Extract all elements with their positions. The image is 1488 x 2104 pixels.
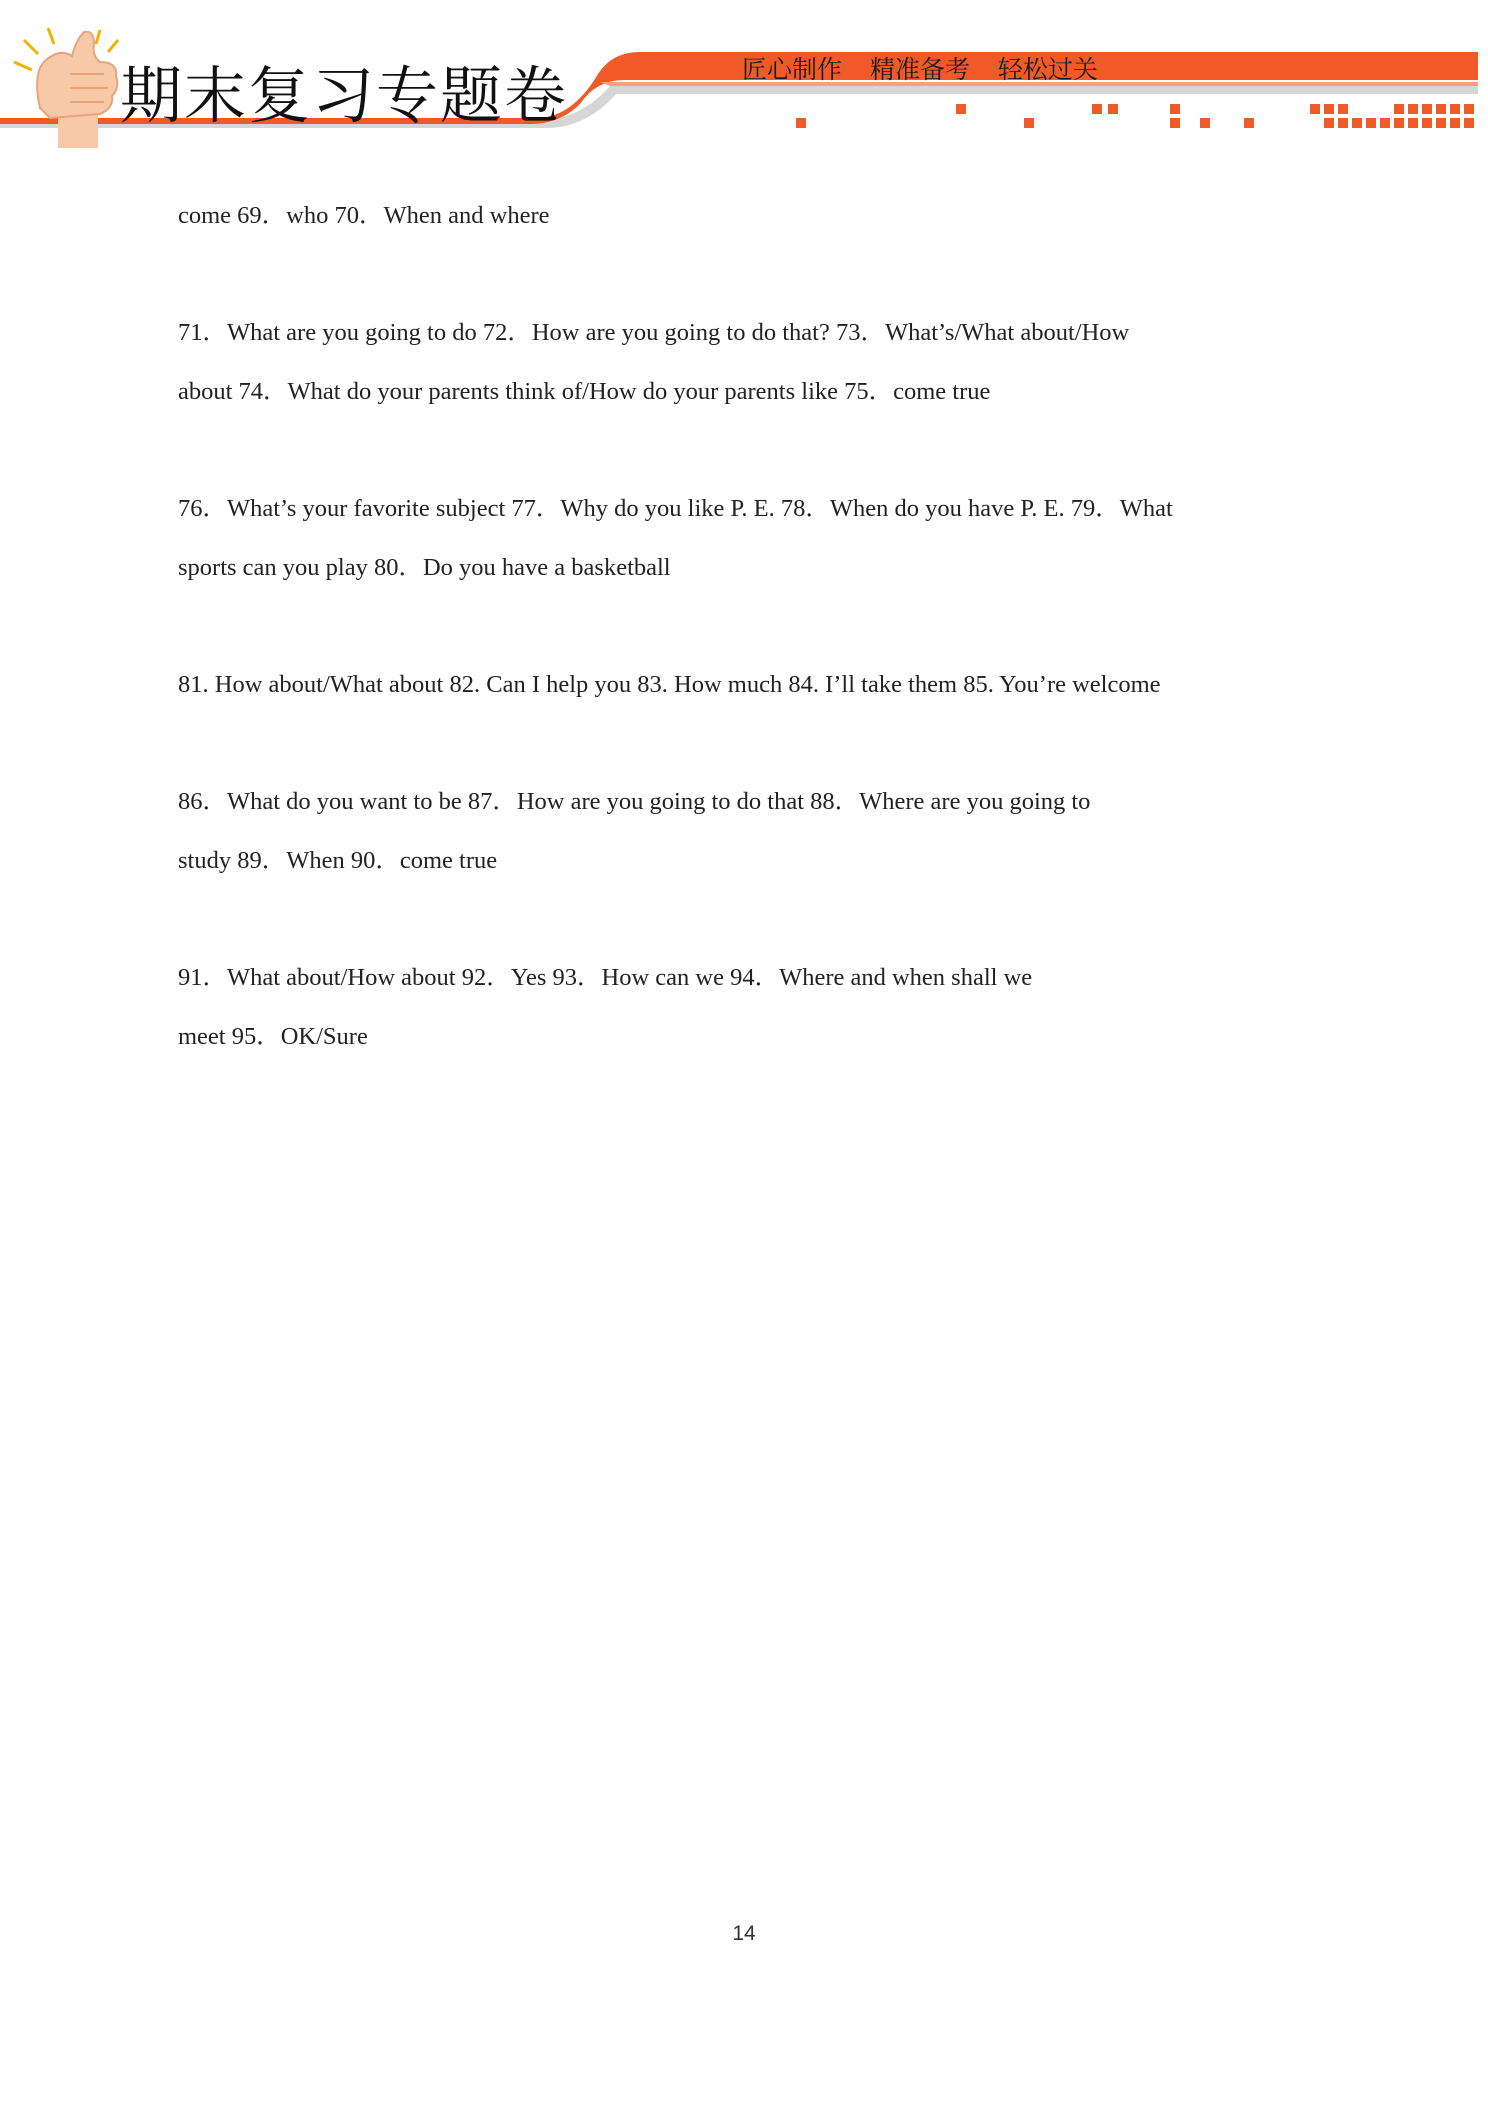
answer-paragraph: [178, 303, 1328, 421]
answer-paragraph: [178, 948, 1328, 1066]
answer-paragraph: [178, 186, 1328, 245]
answer-line: 81. How about/What about 82. Can I help you 83. How much 84. I’ll take them 85. You’re welcome: [178, 671, 1161, 698]
answer-line: sports can you play 80．Do you have a basketball: [178, 554, 671, 581]
answer-line: study 89．When 90．come true: [178, 847, 498, 874]
answer-paragraph: [178, 655, 1328, 714]
header-slogan: 匠心制作 精准备考 轻松过关: [742, 55, 1098, 84]
answer-line: 86．What do you want to be 87．How are you going to do that 88．Where are you going to: [178, 788, 1091, 815]
answer-line: 91．What about/How about 92．Yes 93．How can we 94．Where and when shall we: [178, 964, 1033, 991]
answer-key-content: [178, 186, 1328, 1124]
thumbs-up-hand-icon: [14, 28, 118, 148]
answer-line: about 74．What do your parents think of/How do your parents like 75．come true: [178, 378, 991, 405]
answer-line: meet 95．OK/Sure: [178, 1023, 368, 1050]
square-dots-decoration: [796, 104, 1474, 128]
answer-paragraph: [178, 479, 1328, 597]
answer-line: 76．What’s your favorite subject 77．Why do you like P. E. 78．When do you have P. E. 79．What: [178, 495, 1173, 522]
answer-line: come 69．who 70．When and where: [178, 202, 550, 229]
header-title: 期末复习专题卷: [120, 59, 569, 132]
page-number: 14: [732, 1922, 756, 1945]
answer-line: 71．What are you going to do 72．How are you going to do that? 73．What’s/What about/How: [178, 319, 1130, 346]
answer-paragraph: [178, 772, 1328, 890]
page-header: [0, 0, 1488, 160]
